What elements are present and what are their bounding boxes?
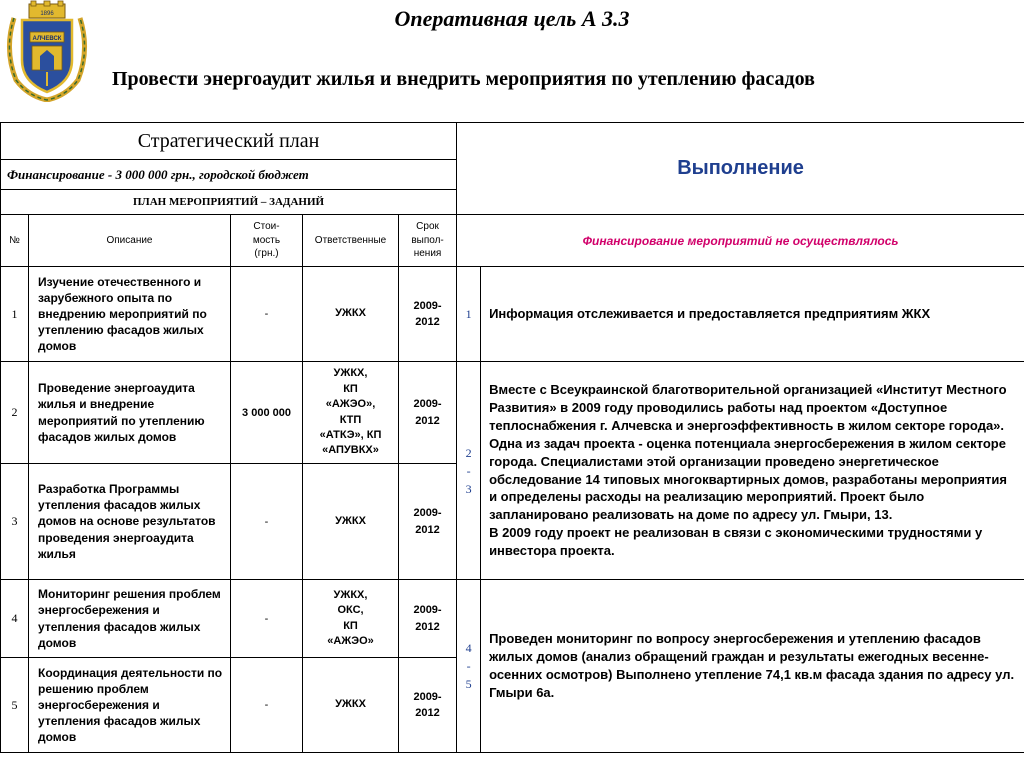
exec-item-text: Информация отслеживается и предоставляется предприятиям ЖКХ: [481, 267, 1024, 362]
row-description: Координация деятельности по решению проблем энергосбережения и утепления фасадов жилых домов: [29, 658, 231, 753]
funding-line: Финансирование - 3 000 000 грн., городской бюджет: [1, 160, 457, 190]
col-resp-header: Ответственные: [303, 215, 399, 267]
row-cost: -: [231, 658, 303, 753]
row-responsible: УЖКХ: [303, 267, 399, 362]
crest-city-label: АЛЧЕВСК: [32, 36, 62, 42]
row-number: 5: [1, 658, 29, 753]
row-number: 2: [1, 362, 29, 464]
table-row: [1, 267, 1024, 362]
table-row: [1, 580, 1024, 658]
table-row: [1, 362, 1024, 464]
row-responsible: УЖКХ: [303, 464, 399, 580]
strategic-plan-heading: Стратегический план: [1, 123, 457, 160]
col-term-header: Срок выпол- нения: [399, 215, 457, 267]
row-cost: -: [231, 267, 303, 362]
row-cost: 3 000 000: [231, 362, 303, 464]
goal-title: Оперативная цель А 3.3: [394, 6, 630, 31]
column-header-row: [1, 215, 1024, 267]
row-cost: -: [231, 464, 303, 580]
crest-year: 1896: [40, 11, 54, 17]
row-cost: -: [231, 580, 303, 658]
exec-item-number: 4 - 5: [457, 580, 481, 753]
col-desc-header: Описание: [29, 215, 231, 267]
row-description: Разработка Программы утепления фасадов жилых домов на основе результатов проведения энергоаудита жилья: [29, 464, 231, 580]
row-description: Проведение энергоаудита жилья и внедрение мероприятий по утеплению фасадов жилых домов: [29, 362, 231, 464]
plan-table: [0, 122, 1024, 753]
row-responsible: УЖКХ: [303, 658, 399, 753]
tasks-heading: ПЛАН МЕРОПРИЯТИЙ – ЗАДАНИЙ: [1, 190, 457, 215]
row-term: 2009- 2012: [399, 362, 457, 464]
row-description: Мониторинг решения проблем энергосбережения и утепления фасадов жилых домов: [29, 580, 231, 658]
row-term: 2009- 2012: [399, 580, 457, 658]
exec-item-number: 1: [457, 267, 481, 362]
row-term: 2009- 2012: [399, 464, 457, 580]
row-term: 2009- 2012: [399, 267, 457, 362]
row-number: 1: [1, 267, 29, 362]
row-term: 2009- 2012: [399, 658, 457, 753]
row-responsible: УЖКХ, КП «АЖЭО», КТП «АТКЭ», КП «АПУВКХ»: [303, 362, 399, 464]
row-number: 3: [1, 464, 29, 580]
row-responsible: УЖКХ, ОКС, КП «АЖЭО»: [303, 580, 399, 658]
row-number: 4: [1, 580, 29, 658]
col-num-header: №: [1, 215, 29, 267]
execution-heading: Выполнение: [457, 123, 1024, 215]
exec-item-number: 2 - 3: [457, 362, 481, 580]
exec-item-text: Вместе с Всеукраинской благотворительной организацией «Институт Местного Развития» в 2009 году проводились работы над проектом «Доступное теплоснабжения г. Алчевска и энергоэффективность в жилом секторе города». Одна из задач проекта - оценка потенциала энергосбережения в жилом секторе города. Специалистами этой организации проведено энергетическое обследование 14 типовых многоквартирных домов, разработаны мероприятия и определены расходы на реализацию мероприятий. Проект было запланировано реализовать на доме по адресу ул. Гмыри, 13. В 2009 году проект не реализован в связи с экономическими трудностями у инвестора проекта.: [481, 362, 1024, 580]
exec-item-text: Проведен мониторинг по вопросу энергосбережения и утеплению фасадов жилых домов (анализ обращений граждан и результаты ежегодных весенне-осенних осмотров) Выполнено утепление 74,1 кв.м фасада здания по адресу ул. Гмыри 6а.: [481, 580, 1024, 753]
row-description: Изучение отечественного и зарубежного опыта по внедрению мероприятий по утеплению фасадов жилых домов: [29, 267, 231, 362]
goal-subtitle: Провести энергоаудит жилья и внедрить мероприятия по утеплению фасадов: [112, 68, 815, 90]
funding-note: Финансирование мероприятий не осуществлялось: [457, 215, 1024, 267]
col-cost-header: Стои- мость (грн.): [231, 215, 303, 267]
